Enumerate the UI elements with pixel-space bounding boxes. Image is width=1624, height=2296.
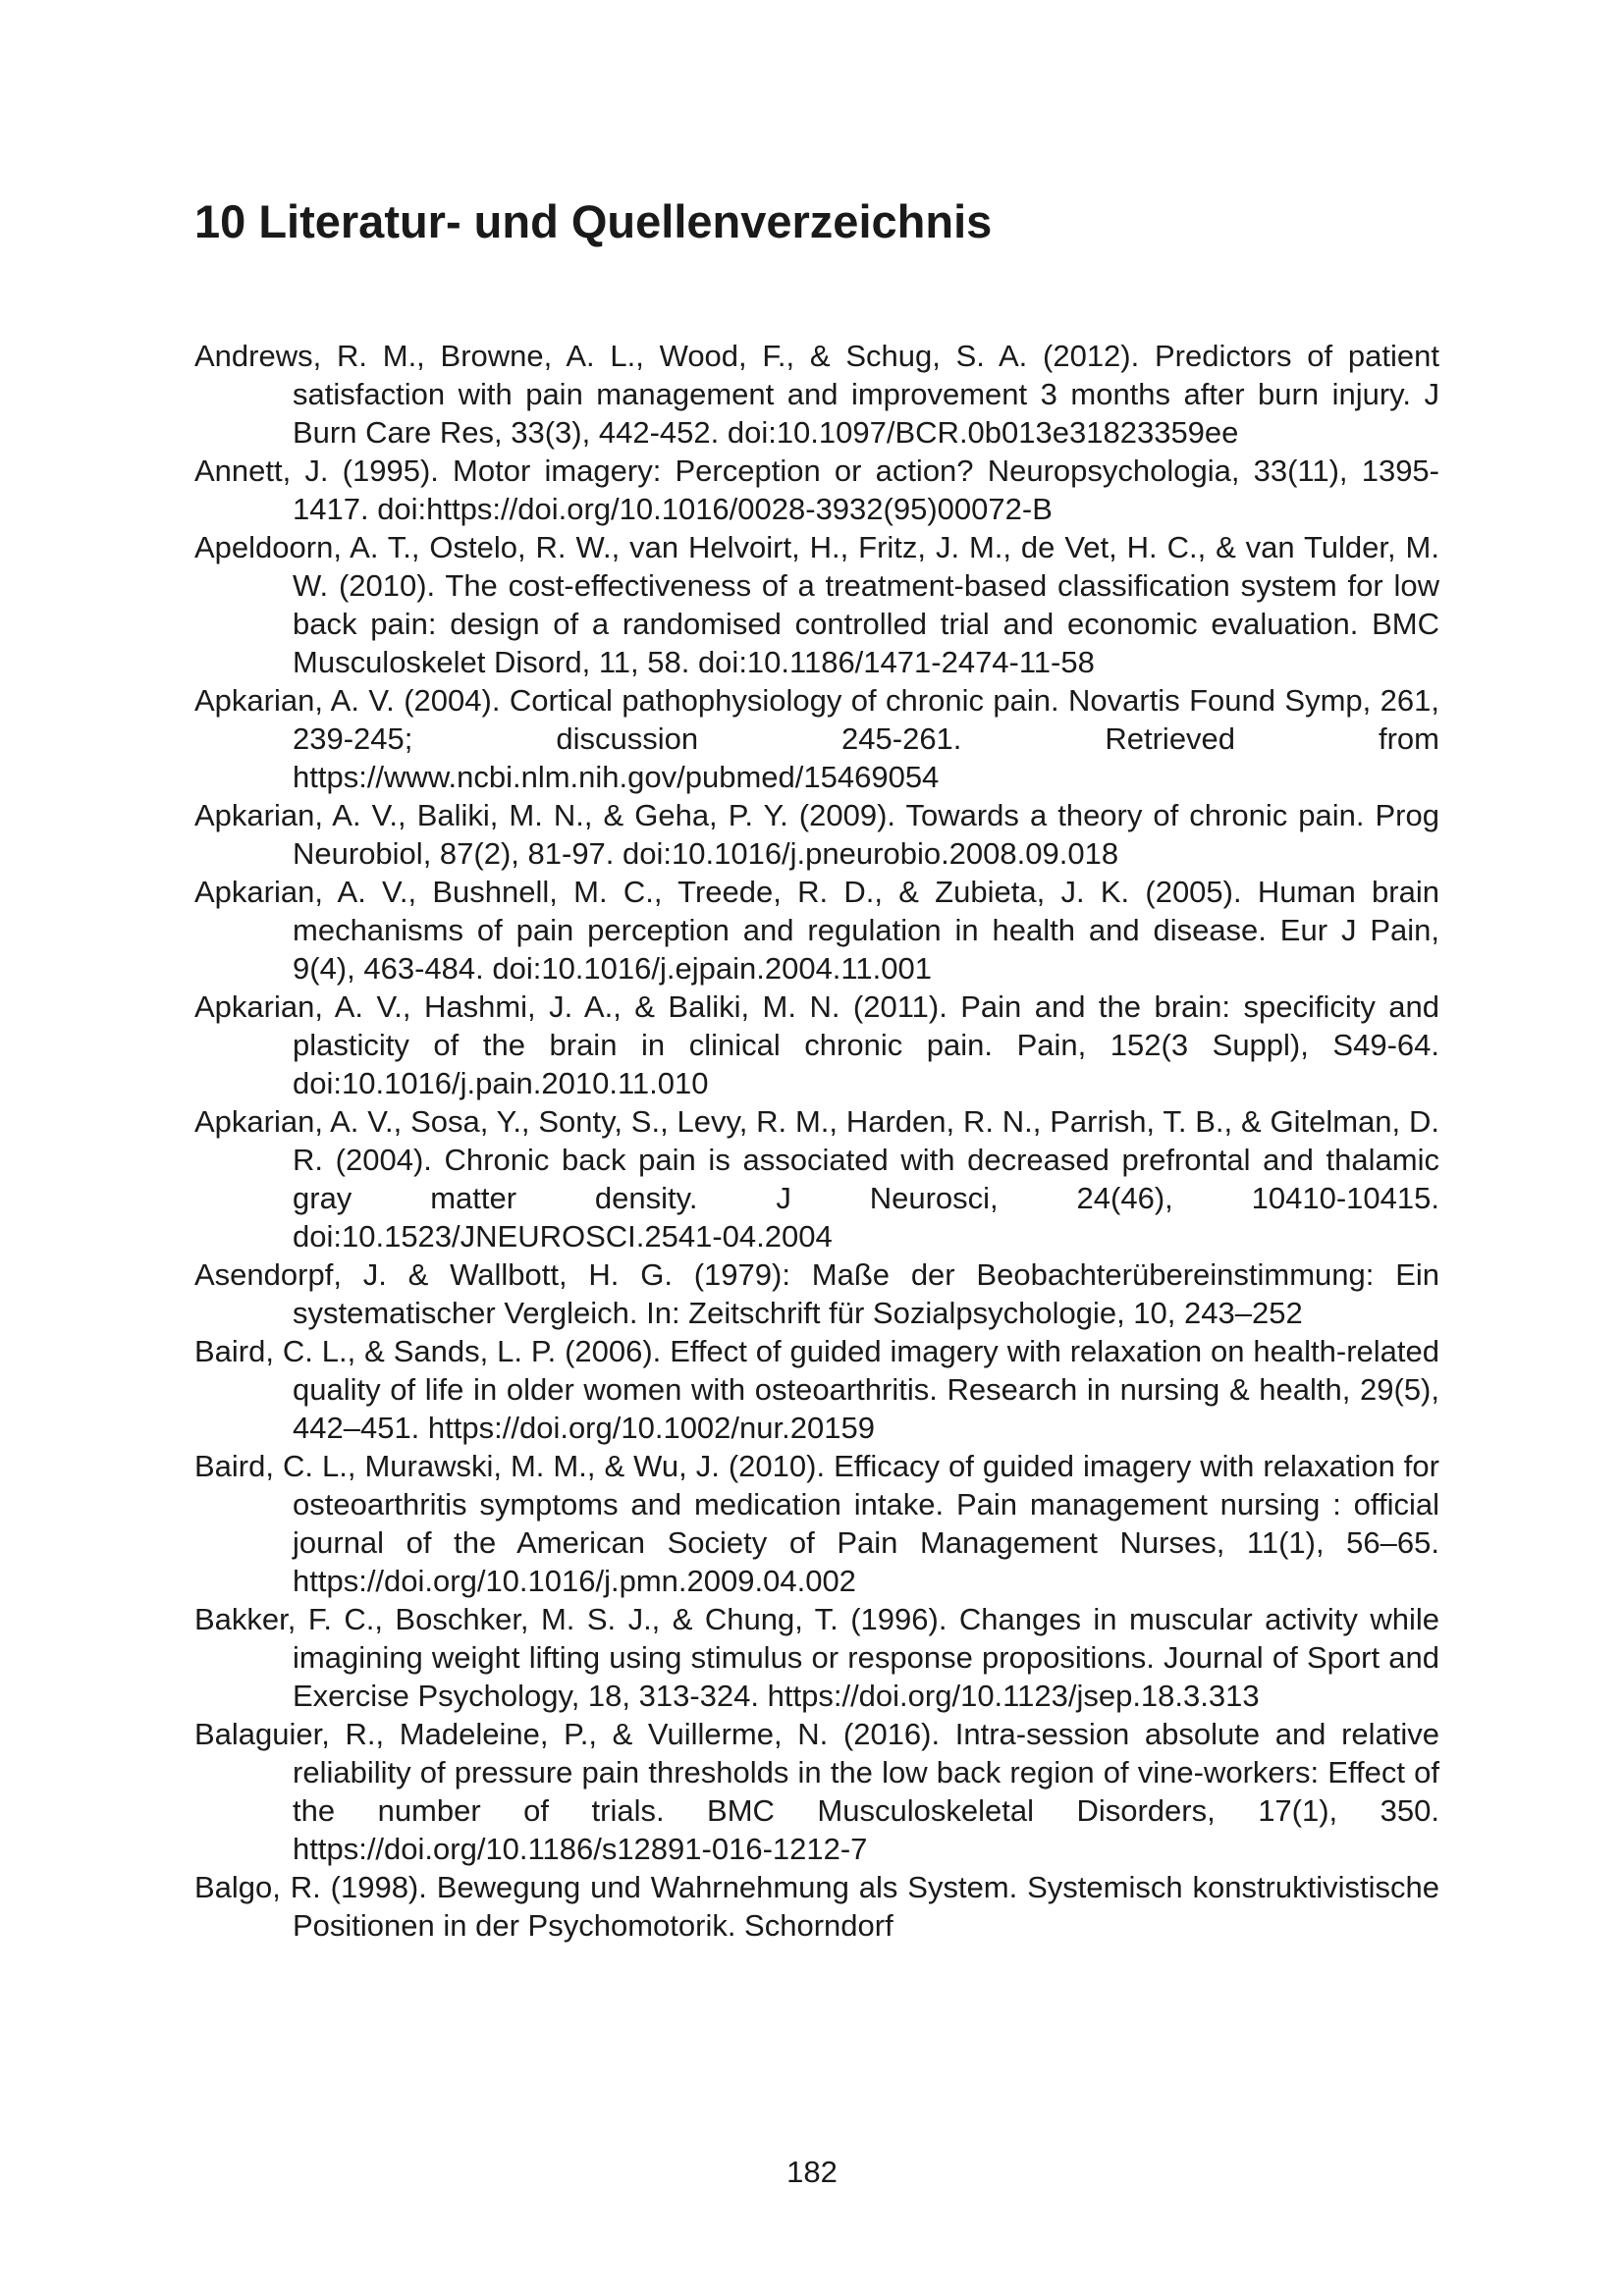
reference-entry-apkarian-2005: Apkarian, A. V., Bushnell, M. C., Treede, R. D., & Zubieta, J. K. (2005). Human brain mechanisms of pain perception and regulation in health and disease. Eur J Pain, 9(4), 463-484. doi:10.1016/j.ejpain.2004.11.001 <box>194 875 1439 986</box>
reference-entry-andrews-2012: Andrews, R. M., Browne, A. L., Wood, F., & Schug, S. A. (2012). Predictors of patient satisfaction with pain management and improvement 3 months after burn injury. J Burn Care Res, 33(3), 442-452. doi:10.1097/BCR.0b013e31823359ee <box>194 339 1439 450</box>
reference-entry-annett-1995: Annett, J. (1995). Motor imagery: Perception or action? Neuropsychologia, 33(11), 1395-1417. doi:https://doi.org/10.1016/0028-3932(95)00072-B <box>194 454 1439 526</box>
reference-entry-apkarian-2011: Apkarian, A. V., Hashmi, J. A., & Baliki, M. N. (2011). Pain and the brain: specificity and plasticity of the brain in clinical chronic pain. Pain, 152(3 Suppl), S49-64. doi:10.1016/j.pain.2010.11.010 <box>194 989 1439 1100</box>
reference-entry-apeldoorn-2010: Apeldoorn, A. T., Ostelo, R. W., van Helvoirt, H., Fritz, J. M., de Vet, H. C., & van Tulder, M. W. (2010). The cost-effectiveness of a treatment-based classification system for low back pain: design of a randomised controlled trial and economic evaluation. BMC Musculoskelet Disord, 11, 58. doi:10.1186/1471-2474-11-58 <box>194 530 1439 679</box>
reference-entry-baird-2006: Baird, C. L., & Sands, L. P. (2006). Effect of guided imagery with relaxation on health-related quality of life in older women with osteoarthritis. Research in nursing & health, 29(5), 442–451. https://doi.org/10.1002/nur.20159 <box>194 1334 1439 1445</box>
reference-entry-apkarian-2004a: Apkarian, A. V. (2004). Cortical pathophysiology of chronic pain. Novartis Found Symp, 261, 239-245; discussion 245-261. Retrieved from https://www.ncbi.nlm.nih.gov/pubmed/15469054 <box>194 683 1439 794</box>
reference-entry-bakker-1996: Bakker, F. C., Boschker, M. S. J., & Chung, T. (1996). Changes in muscular activity while imagining weight lifting using stimulus or response propositions. Journal of Sport and Exercise Psychology, 18, 313-324. https://doi.org/10.1123/jsep.18.3.313 <box>194 1602 1439 1713</box>
reference-list <box>194 337 1439 1945</box>
reference-entry-baird-2010: Baird, C. L., Murawski, M. M., & Wu, J. (2010). Efficacy of guided imagery with relaxation for osteoarthritis symptoms and medication intake. Pain management nursing : official journal of the American Society of Pain Management Nurses, 11(1), 56–65. https://doi.org/10.1016/j.pmn.2009.04.002 <box>194 1449 1439 1598</box>
reference-entry-balgo-1998: Balgo, R. (1998). Bewegung und Wahrnehmung als System. Systemisch konstruktivistische Positionen in der Psychomotorik. Schorndorf <box>194 1870 1439 1943</box>
page-number: 182 <box>786 2155 838 2189</box>
reference-entry-apkarian-2004b: Apkarian, A. V., Sosa, Y., Sonty, S., Levy, R. M., Harden, R. N., Parrish, T. B., & Gitelman, D. R. (2004). Chronic back pain is associated with decreased prefrontal and thalamic gray matter density. J Neurosci, 24(46), 10410-10415. doi:10.1523/JNEUROSCI.2541-04.2004 <box>194 1104 1439 1254</box>
reference-entry-asendorpf-1979: Asendorpf, J. & Wallbott, H. G. (1979): Maße der Beobachterübereinstimmung: Ein systematischer Vergleich. In: Zeitschrift für Sozialpsychologie, 10, 243–252 <box>194 1257 1439 1330</box>
reference-entry-apkarian-2009: Apkarian, A. V., Baliki, M. N., & Geha, P. Y. (2009). Towards a theory of chronic pain. Prog Neurobiol, 87(2), 81-97. doi:10.1016/j.pneurobio.2008.09.018 <box>194 798 1439 871</box>
chapter-heading: 10 Literatur- und Quellenverzeichnis <box>194 195 993 247</box>
reference-entry-balaguier-2016: Balaguier, R., Madeleine, P., & Vuillerme, N. (2016). Intra‑session absolute and relative reliability of pressure pain thresholds in the low back region of vine‑workers: Effect of the number of trials. BMC Musculoskeletal Disorders, 17(1), 350. https://doi.org/10.1186/s12891‑016‑1212‑7 <box>194 1717 1439 1866</box>
